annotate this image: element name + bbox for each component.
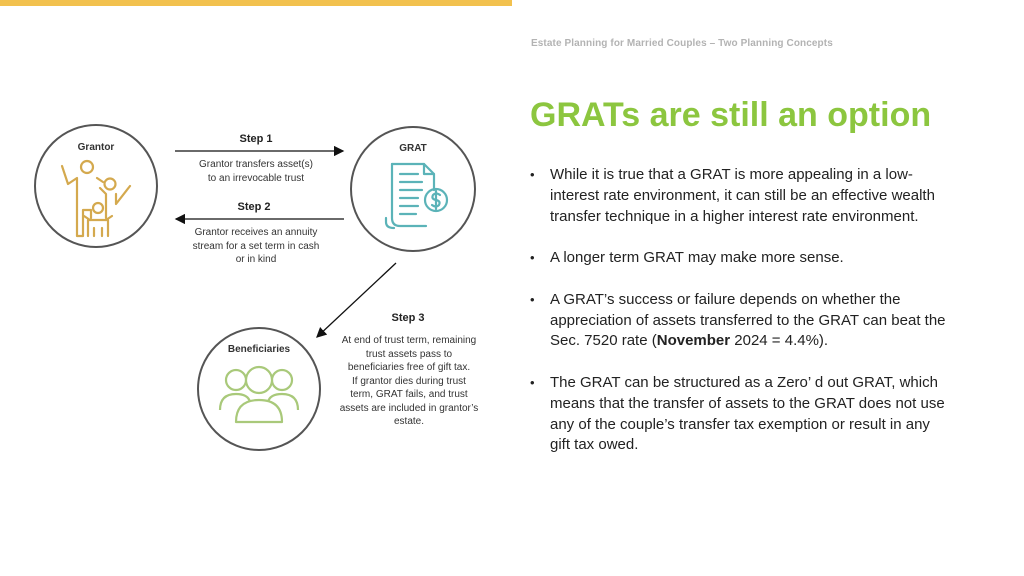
step1-description: Grantor transfers asset(s) to an irrevocable trust xyxy=(199,159,313,184)
grantor-label: Grantor xyxy=(77,142,115,153)
step2-description: Grantor receives an annuity stream for a set term in cash or in kind xyxy=(192,227,320,265)
bullet-item: • A longer term GRAT may make more sense. xyxy=(530,248,950,269)
bold-month: November xyxy=(656,332,731,350)
group-people-icon xyxy=(216,360,302,426)
step3-title: Step 3 xyxy=(391,312,425,324)
beneficiaries-label: Beneficiaries xyxy=(227,344,291,355)
family-icon xyxy=(58,158,138,240)
slide-subtitle: Estate Planning for Married Couples – Two Planning Concepts xyxy=(531,38,833,49)
step3-description: At end of trust term, remaining trust assets pass to beneficiaries free of gift tax. If grantor dies during trust term, GRAT fails, and trust assets are included in grantor’s estate. xyxy=(339,335,479,427)
document-dollar-icon xyxy=(378,160,454,232)
slide-title: GRATs are still an option xyxy=(530,96,932,134)
bullet-item: • While it is true that a GRAT is more appealing in a low-interest rate environment, it can still be an effective wealth transfer technique in a higher interest rate environment. xyxy=(530,165,950,227)
arrow-step3 xyxy=(317,263,396,337)
step1-title: Step 1 xyxy=(239,133,273,145)
bullet-list xyxy=(530,165,950,477)
grat-label: GRAT xyxy=(399,143,427,154)
bullet-item: • The GRAT can be structured as a Zero’ d out GRAT, which means that the transfer of assets to the GRAT does not use any of the couple’s transfer tax exemption or result in any gift tax owed. xyxy=(530,373,950,456)
step2-title: Step 2 xyxy=(237,201,271,213)
bullet-item: • A GRAT’s success or failure depends on whether the appreciation of assets transferred to the GRAT can beat the Sec. 7520 rate (November 2024 = 4.4%). xyxy=(530,290,950,352)
